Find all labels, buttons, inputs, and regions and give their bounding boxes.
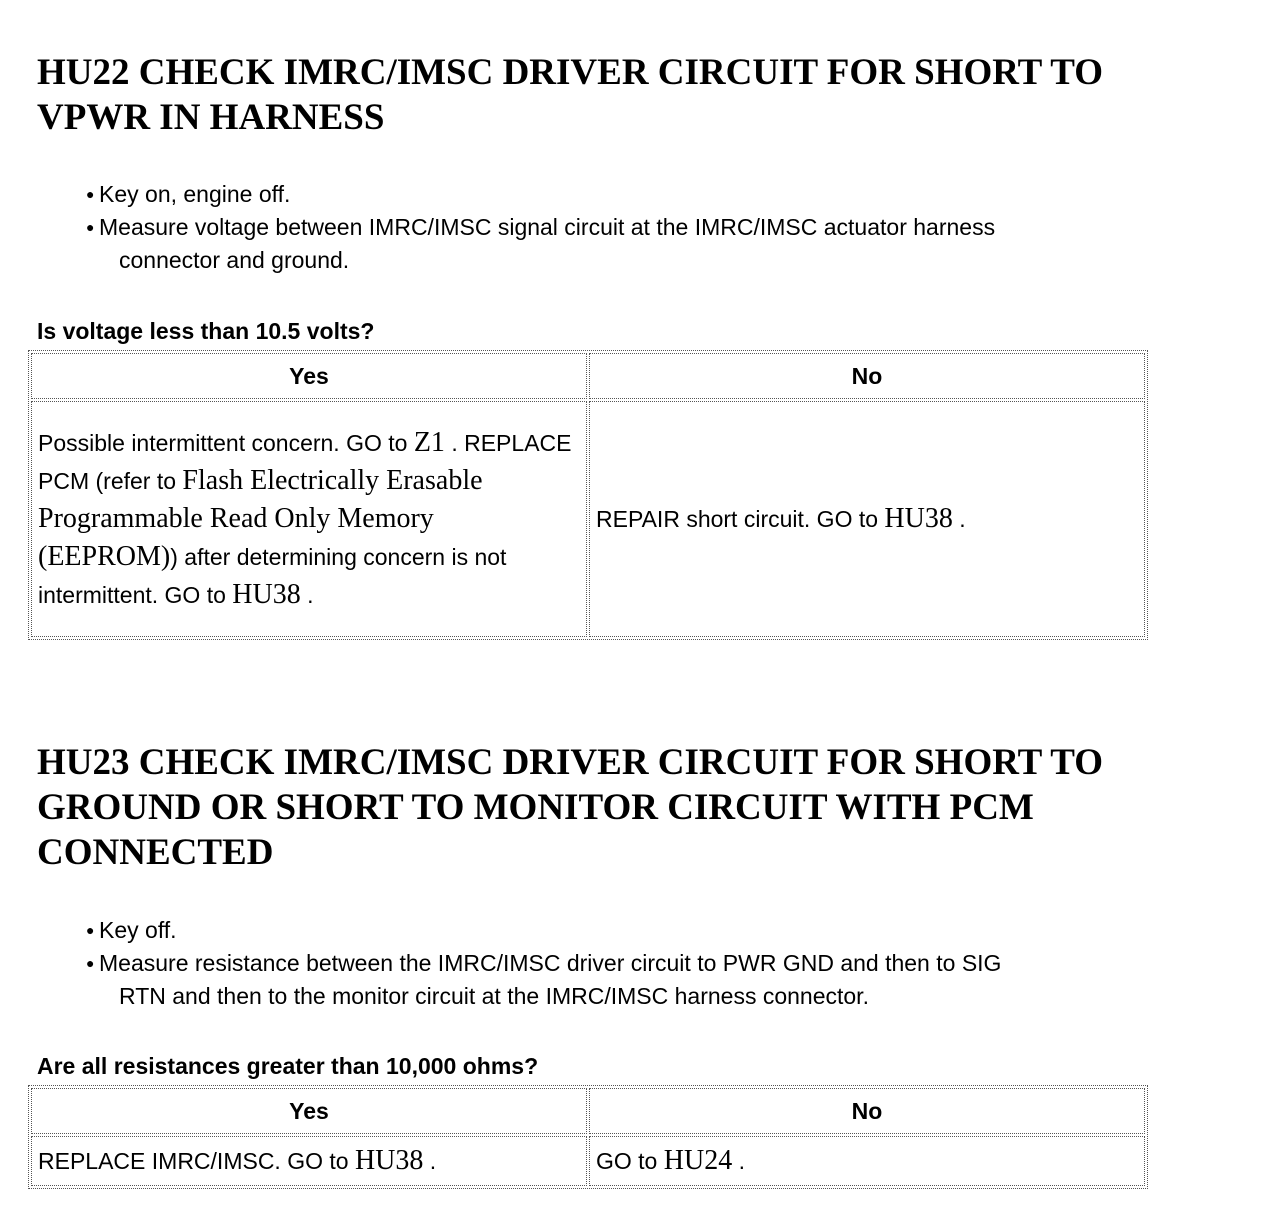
yes-action-cell: REPLACE IMRC/IMSC. GO to HU38 .	[31, 1136, 587, 1186]
hu22-result-table	[28, 350, 1148, 640]
no-action-cell: GO to HU24 .	[589, 1136, 1145, 1186]
hu38-link[interactable]: HU38	[354, 1145, 424, 1176]
table-header-row	[31, 353, 1145, 399]
table-row	[31, 401, 1145, 637]
eeprom-link[interactable]: Flash Electrically Erasable Programmable Read Only Memory (EEPROM)	[38, 465, 483, 572]
bullet-icon: ●	[86, 955, 95, 971]
hu23-section	[37, 740, 1237, 875]
bullet-icon: ●	[86, 186, 95, 202]
hu38-link[interactable]: HU38	[232, 579, 301, 610]
no-header: No	[589, 1088, 1145, 1134]
table-header-row	[31, 1088, 1145, 1134]
step-item: ● Measure voltage between IMRC/IMSC signal circuit at the IMRC/IMSC actuator harness connector and ground.	[86, 211, 1236, 277]
bullet-icon: ●	[86, 219, 95, 235]
bullet-icon: ●	[86, 922, 95, 938]
hu38-link[interactable]: HU38	[884, 503, 953, 534]
hu22-question: Is voltage less than 10.5 volts?	[37, 318, 375, 344]
z1-link[interactable]: Z1	[413, 427, 445, 458]
step-item: ● Key on, engine off.	[86, 178, 1236, 211]
yes-action-cell: Possible intermittent concern. GO to Z1 . REPLACE PCM (refer to Flash Electrically Erasable Programmable Read Only Memory (EEPROM)) after determining concern is not intermittent. GO to HU38 .	[31, 401, 587, 637]
hu22-section	[37, 50, 1237, 140]
hu23-steps	[86, 914, 1246, 1013]
hu24-link[interactable]: HU24	[663, 1145, 733, 1176]
step-item: ● Key off.	[86, 914, 1246, 947]
step-item: ● Measure resistance between the IMRC/IMSC driver circuit to PWR GND and then to SIG RTN and then to the monitor circuit at the IMRC/IMSC harness connector.	[86, 947, 1246, 1013]
hu23-result-table	[28, 1085, 1148, 1189]
hu23-question: Are all resistances greater than 10,000 ohms?	[37, 1053, 539, 1079]
yes-header: Yes	[31, 353, 587, 399]
no-action-cell: REPAIR short circuit. GO to HU38 .	[589, 401, 1145, 637]
hu22-steps	[86, 178, 1236, 277]
no-header: No	[589, 353, 1145, 399]
hu23-title: HU23 CHECK IMRC/IMSC DRIVER CIRCUIT FOR SHORT TO GROUND OR SHORT TO MONITOR CIRCUIT WITH PCM CONNECTED	[37, 742, 1104, 873]
table-row	[31, 1136, 1145, 1186]
yes-header: Yes	[31, 1088, 587, 1134]
hu22-title: HU22 CHECK IMRC/IMSC DRIVER CIRCUIT FOR SHORT TO VPWR IN HARNESS	[37, 52, 1104, 138]
